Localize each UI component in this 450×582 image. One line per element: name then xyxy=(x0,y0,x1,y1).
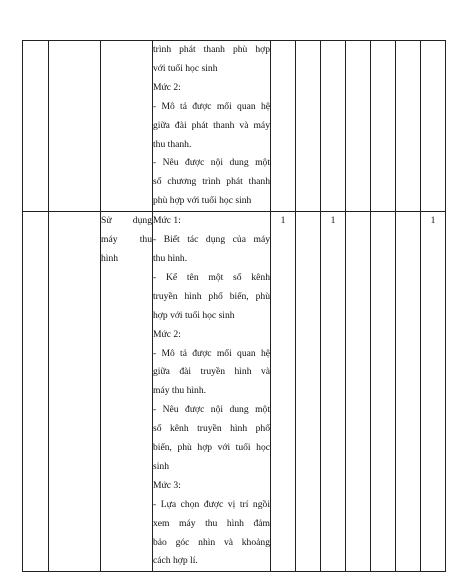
description-line: xem máy thu hình đảm xyxy=(153,517,270,529)
description-line: số kênh truyền hình phổ xyxy=(153,423,270,435)
description-line: - Lựa chọn được vị trí ngồi xyxy=(153,498,270,510)
description-line: giữa đài phát thanh và máy xyxy=(153,119,270,131)
question-count-cell xyxy=(271,41,296,212)
topic-line: máy thu xyxy=(101,234,152,246)
question-count-cell xyxy=(321,41,346,212)
question-count-cell xyxy=(371,41,396,212)
topic-cell xyxy=(101,41,153,212)
topic-line: hình xyxy=(101,252,119,264)
description-line: - Biết tác dụng của máy xyxy=(153,234,270,246)
requirement-description-cell xyxy=(153,212,271,572)
description-line: phù hợp với tuổi học sinh xyxy=(153,195,252,207)
requirement-description-cell xyxy=(153,41,271,212)
question-count-cell xyxy=(346,212,371,572)
description-line: với tuổi học sinh xyxy=(153,62,218,74)
subject-cell xyxy=(49,212,101,572)
level-heading: Mức 1: xyxy=(153,215,181,227)
description-line: bảo góc nhìn và khoảng xyxy=(153,536,270,548)
assessment-matrix-table xyxy=(22,40,446,572)
question-count-cell: 1 xyxy=(271,212,296,572)
index-cell xyxy=(23,212,49,572)
description-line: truyền hình phổ biến, phù xyxy=(153,290,270,302)
question-count-cell: 1 xyxy=(321,212,346,572)
table-row xyxy=(23,212,446,572)
description-line: thu hình. xyxy=(153,252,188,264)
description-line: biến, phù hợp với tuổi học xyxy=(153,442,270,454)
description-line: số chương trình phát thanh xyxy=(153,176,270,188)
description-line: máy thu hình. xyxy=(153,385,207,397)
level-heading: Mức 2: xyxy=(153,328,181,340)
topic-line: Sử dụng xyxy=(101,215,152,227)
question-count-cell xyxy=(396,212,421,572)
description-line: hợp với tuổi học sinh xyxy=(153,309,235,321)
description-line: - Nêu được nội dung một xyxy=(153,404,270,416)
question-count-cell xyxy=(346,41,371,212)
description-line: giữa đài truyền hình và xyxy=(153,366,270,378)
level-heading: Mức 2: xyxy=(153,81,181,93)
question-count-cell xyxy=(371,212,396,572)
description-line: trình phát thanh phù hợp xyxy=(153,44,270,55)
question-count-cell xyxy=(421,41,446,212)
description-line: - Nêu được nội dung một xyxy=(153,157,270,169)
table-row xyxy=(23,41,446,212)
index-cell xyxy=(23,41,49,212)
topic-cell xyxy=(101,212,153,572)
description-line: thu thanh. xyxy=(153,138,192,150)
question-count-cell: 1 xyxy=(421,212,446,572)
description-line: sinh xyxy=(153,460,169,472)
question-count-cell xyxy=(296,212,321,572)
level-heading: Mức 3: xyxy=(153,479,181,491)
description-line: - Mô tả được mối quan hệ xyxy=(153,347,270,359)
description-line: cách hợp lí. xyxy=(153,555,198,567)
question-count-cell xyxy=(396,41,421,212)
subject-cell xyxy=(49,41,101,212)
question-count-cell xyxy=(296,41,321,212)
description-line: - Kể tên một số kênh xyxy=(153,271,270,283)
description-line: - Mô tả được mối quan hệ xyxy=(153,100,270,112)
